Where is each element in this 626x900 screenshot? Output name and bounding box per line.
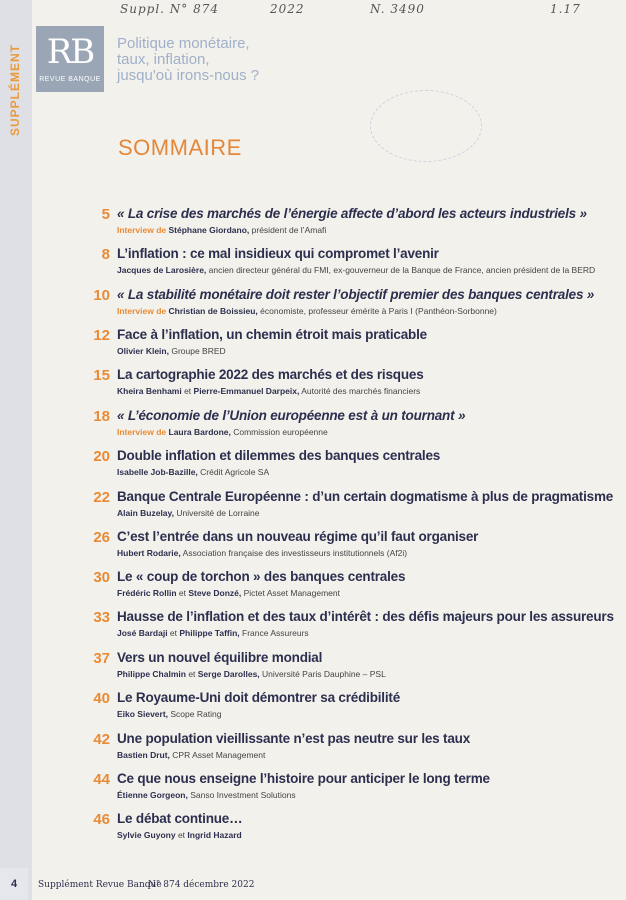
toc-affiliation: Scope Rating xyxy=(168,709,222,719)
toc-affiliation: CPR Asset Management xyxy=(169,750,266,760)
toc-article-title: La cartographie 2022 des marchés et des risques xyxy=(117,367,424,382)
toc-affiliation: et xyxy=(167,628,180,638)
toc-byline xyxy=(117,225,617,235)
toc-interview-label: Interview de xyxy=(117,225,167,235)
toc-page-number: 37 xyxy=(93,650,110,667)
revue-banque-logo xyxy=(36,26,104,92)
toc-entry xyxy=(0,731,626,767)
toc-entry xyxy=(0,569,626,605)
toc-byline xyxy=(117,306,617,316)
toc-author: Pierre-Emmanuel Darpeix, xyxy=(193,386,300,396)
toc-author: Serge Darolles, xyxy=(197,669,260,679)
toc-entry xyxy=(0,206,626,242)
toc-entry xyxy=(0,408,626,444)
toc-article-title: C’est l’entrée dans un nouveau régime qu’il faut organiser xyxy=(117,529,479,544)
toc-affiliation: Université de Lorraine xyxy=(174,508,260,518)
toc-article-title: Hausse de l’inflation et des taux d’intérêt : des défis majeurs pour les assureurs xyxy=(117,609,614,624)
toc-affiliation: et xyxy=(175,830,188,840)
toc-article-title: « La crise des marchés de l’énergie affecte d’abord les acteurs industriels » xyxy=(117,206,587,221)
section-title: SOMMAIRE xyxy=(118,135,242,160)
toc-article-title: Banque Centrale Européenne : d’un certain dogmatisme à plus de pragmatisme xyxy=(117,489,614,504)
toc-author: Alain Buzelay, xyxy=(117,508,174,518)
logo-subtitle: REVUE BANQUE xyxy=(39,76,101,83)
toc-byline xyxy=(117,628,617,638)
toc-article-title: Une population vieillissante n’est pas neutre sur les taux xyxy=(117,731,470,746)
toc-byline xyxy=(117,467,617,477)
toc-entry xyxy=(0,811,626,847)
toc-affiliation: et xyxy=(181,386,194,396)
toc-entry xyxy=(0,650,626,686)
toc-page-number: 10 xyxy=(93,287,110,304)
toc-author: Laura Bardone, xyxy=(168,427,231,437)
toc-article-title: Vers un nouvel équilibre mondial xyxy=(117,650,323,665)
toc-interview-label: Interview de xyxy=(117,427,167,437)
toc-article-title: « L’économie de l’Union européenne est à un tournant » xyxy=(117,408,466,423)
toc-article-title: Ce que nous enseigne l’histoire pour anticiper le long terme xyxy=(117,771,490,786)
toc-page-number: 42 xyxy=(93,731,110,748)
toc-entry xyxy=(0,489,626,525)
toc-affiliation: Pictet Asset Management xyxy=(241,588,340,598)
toc-entry xyxy=(0,609,626,645)
toc-byline xyxy=(117,265,617,275)
toc-affiliation: Commission européenne xyxy=(230,427,328,437)
toc-affiliation: Autorité des marchés financiers xyxy=(299,386,421,396)
toc-page-number: 44 xyxy=(93,771,110,788)
toc-page-number: 5 xyxy=(101,206,110,223)
toc-byline xyxy=(117,548,617,558)
toc-article-title: Le « coup de torchon » des banques centrales xyxy=(117,569,406,584)
handwritten-annotation xyxy=(100,0,600,18)
toc-affiliation: Université Paris Dauphine – PSL xyxy=(259,669,386,679)
toc-author: Étienne Gorgeon, xyxy=(117,790,188,800)
toc-byline xyxy=(117,669,617,679)
toc-page-number: 15 xyxy=(93,367,110,384)
annotation-year: 2022 xyxy=(270,2,305,16)
toc-page-number: 30 xyxy=(93,569,110,586)
toc-page-number: 26 xyxy=(93,529,110,546)
toc-author: Christian de Boissieu, xyxy=(168,306,258,316)
annotation-number: N. 3490 xyxy=(370,2,425,16)
toc-article-title: Face à l’inflation, un chemin étroit mais praticable xyxy=(117,327,427,342)
toc-byline xyxy=(117,830,617,840)
issue-theme-line-1: Politique monétaire, xyxy=(117,35,250,52)
page-number: 4 xyxy=(0,868,28,900)
toc-affiliation: président de l’Amafi xyxy=(249,225,327,235)
toc-article-title: L’inflation : ce mal insidieux qui compromet l’avenir xyxy=(117,246,439,261)
toc-affiliation: et xyxy=(176,588,189,598)
toc-byline xyxy=(117,508,617,518)
toc-article-title: « La stabilité monétaire doit rester l’objectif premier des banques centrales » xyxy=(117,287,595,302)
toc-entry xyxy=(0,327,626,363)
toc-entry xyxy=(0,448,626,484)
footer-issue: N° 874 décembre 2022 xyxy=(148,880,255,890)
toc-author: Stéphane Giordano, xyxy=(168,225,250,235)
toc-author: Jacques de Larosière, xyxy=(117,265,207,275)
annotation-supplement: Suppl. N° 874 xyxy=(120,2,219,16)
toc-byline xyxy=(117,750,617,760)
toc-byline xyxy=(117,709,617,719)
toc-interview-label: Interview de xyxy=(117,306,167,316)
toc-page-number: 33 xyxy=(93,609,110,626)
toc-author: Olivier Klein, xyxy=(117,346,169,356)
toc-author: Eiko Sievert, xyxy=(117,709,169,719)
supplement-label: SUPPLÉMENT xyxy=(8,44,22,137)
toc-byline xyxy=(117,427,617,437)
issue-theme-line-2: taux, inflation, xyxy=(117,51,210,68)
toc-author: Isabelle Job-Bazille, xyxy=(117,467,198,477)
logo-mark: RB xyxy=(46,32,94,72)
toc-author: Bastien Drut, xyxy=(117,750,170,760)
toc-author: José Bardaji xyxy=(117,628,168,638)
footer-publication: Supplément Revue Banque xyxy=(38,880,162,890)
toc-page-number: 40 xyxy=(93,690,110,707)
issue-theme-line-3: jusqu'où irons-nous ? xyxy=(117,67,260,84)
annotation-ref: 1.17 xyxy=(550,2,581,16)
toc-affiliation: Sanso Investment Solutions xyxy=(187,790,296,800)
toc-entry xyxy=(0,690,626,726)
issue-theme-title xyxy=(117,36,317,84)
toc-affiliation: France Assureurs xyxy=(239,628,309,638)
toc-byline xyxy=(117,386,617,396)
toc-affiliation: ancien directeur général du FMI, ex-gouverneur de la Banque de France, ancien président de la BERD xyxy=(206,265,596,275)
toc-entry xyxy=(0,287,626,323)
toc-entry xyxy=(0,367,626,403)
toc-affiliation: Groupe BRED xyxy=(168,346,226,356)
toc-byline xyxy=(117,346,617,356)
toc-article-title: Le Royaume-Uni doit démontrer sa crédibilité xyxy=(117,690,401,705)
toc-author: Sylvie Guyony xyxy=(117,830,176,840)
toc-author: Hubert Rodarie, xyxy=(117,548,181,558)
faded-stamp xyxy=(370,90,482,162)
toc-article-title: Double inflation et dilemmes des banques centrales xyxy=(117,448,441,463)
toc-byline xyxy=(117,790,617,800)
toc-page-number: 12 xyxy=(93,327,110,344)
toc-entry xyxy=(0,529,626,565)
toc-byline xyxy=(117,588,617,598)
toc-article-title: Le débat continue… xyxy=(117,811,243,826)
toc-page-number: 18 xyxy=(93,408,110,425)
toc-entry xyxy=(0,246,626,282)
toc-author: Steve Donzé, xyxy=(188,588,242,598)
toc-entry xyxy=(0,771,626,807)
toc-author: Frédéric Rollin xyxy=(117,588,177,598)
toc-page-number: 46 xyxy=(93,811,110,828)
toc-affiliation: et xyxy=(185,669,198,679)
toc-page-number: 20 xyxy=(93,448,110,465)
toc-author: Kheira Benhami xyxy=(117,386,182,396)
toc-page-number: 22 xyxy=(93,489,110,506)
toc-author: Philippe Taffin, xyxy=(179,628,240,638)
toc-author: Philippe Chalmin xyxy=(117,669,186,679)
toc-affiliation: Crédit Agricole SA xyxy=(197,467,270,477)
toc-author: Ingrid Hazard xyxy=(187,830,242,840)
toc-page-number: 8 xyxy=(101,246,110,263)
toc-affiliation: économiste, professeur émérite à Paris I (Panthéon-Sorbonne) xyxy=(257,306,497,316)
toc-affiliation: Association française des investisseurs institutionnels (Af2i) xyxy=(180,548,408,558)
